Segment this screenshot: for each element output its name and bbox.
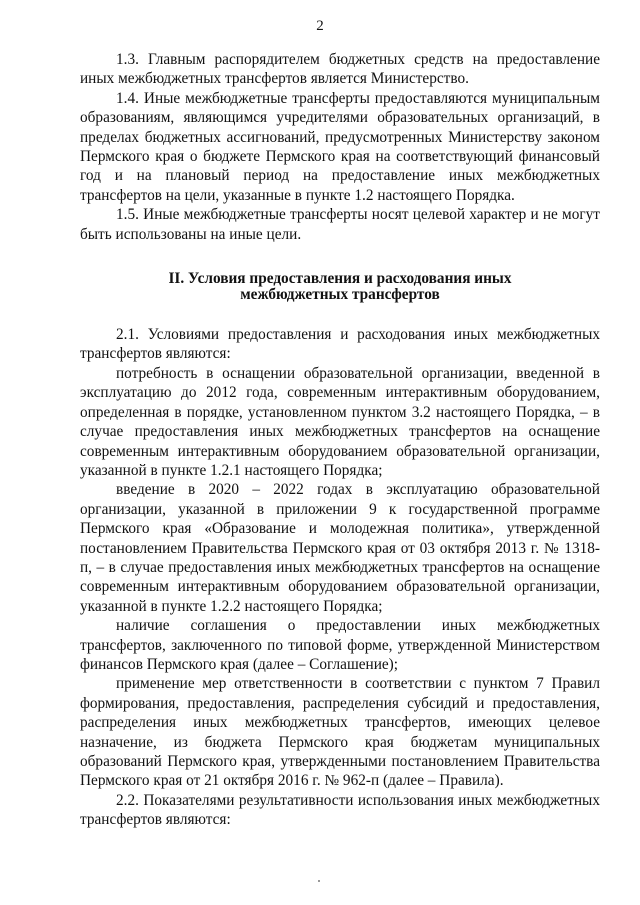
section-heading-line-2: межбюджетных трансфертов [240, 286, 440, 304]
condition-commissioning: введение в 2020 – 2022 годах в эксплуатацию образовательной организации, указанной в приложении 9 к государственной программе Пермского края «Образование и молодежная политика», утвержденной постановлением Правительства Пермского края от 03 октября 2013 г. № 1318-п, – в случае предоставления иных межбюджетных трансфертов на оснащение современным интерактивным оборудованием образовательной организации, указанной в пункте 1.2.2 настоящего Порядка; [80, 481, 600, 615]
condition-need-equipment: потребность в оснащении образовательной организации, введенной в эксплуатацию до 2012 года, современным интерактивным оборудованием, определенная в порядке, установленном пунктом 3.2 настоящего Порядка, – в случае предоставления иных межбюджетных трансфертов на оснащение современным интерактивным оборудованием образовательной организации, указанной в пункте 1.2.1 настоящего Порядка; [80, 364, 600, 479]
scan-speck [318, 880, 320, 882]
page-number: 2 [316, 18, 324, 34]
section-heading [80, 271, 600, 303]
paragraph-1-3: 1.3. Главным распорядителем бюджетных средств на предоставление иных межбюджетных трансфертов является Министерство. [80, 51, 600, 88]
paragraph-2-1: 2.1. Условиями предоставления и расходования иных межбюджетных трансфертов являются: [80, 326, 600, 363]
paragraph-1-5: 1.5. Иные межбюджетные трансферты носят целевой характер и не могут быть использованы на иные цели. [80, 206, 600, 243]
paragraph-1-4: 1.4. Иные межбюджетные трансферты предоставляются муниципальным образованиям, являющимся учредителями образовательных организаций, в пределах бюджетных ассигнований, предусмотренных Министерству законом Пермского края о бюджете Пермского края на соответствующий финансовый год и на плановый период на предоставление иных межбюджетных трансфертов на цели, указанные в пункте 1.2 настоящего Порядка. [80, 89, 600, 204]
section-heading-line-1: II. Условия предоставления и расходования иных [168, 270, 512, 288]
document-body [80, 50, 600, 830]
paragraph-2-2: 2.2. Показателями результативности использования иных межбюджетных трансфертов являются: [80, 791, 600, 829]
condition-responsibility: применение мер ответственности в соответствии с пунктом 7 Правил формирования, предоставления, распределения субсидий и предоставления, распределения иных межбюджетных трансфертов, имеющих целевое назначение, из бюджета Пермского края бюджетам муниципальных образований Пермского края, утвержденными постановлением Правительства Пермского края от 21 октября 2016 г. № 962-п (далее – Правила). [80, 675, 600, 790]
condition-agreement: наличие соглашения о предоставлении иных межбюджетных трансфертов, заключенного по типовой форме, утвержденной Министерством финансов Пермского края (далее – Соглашение); [80, 617, 600, 673]
